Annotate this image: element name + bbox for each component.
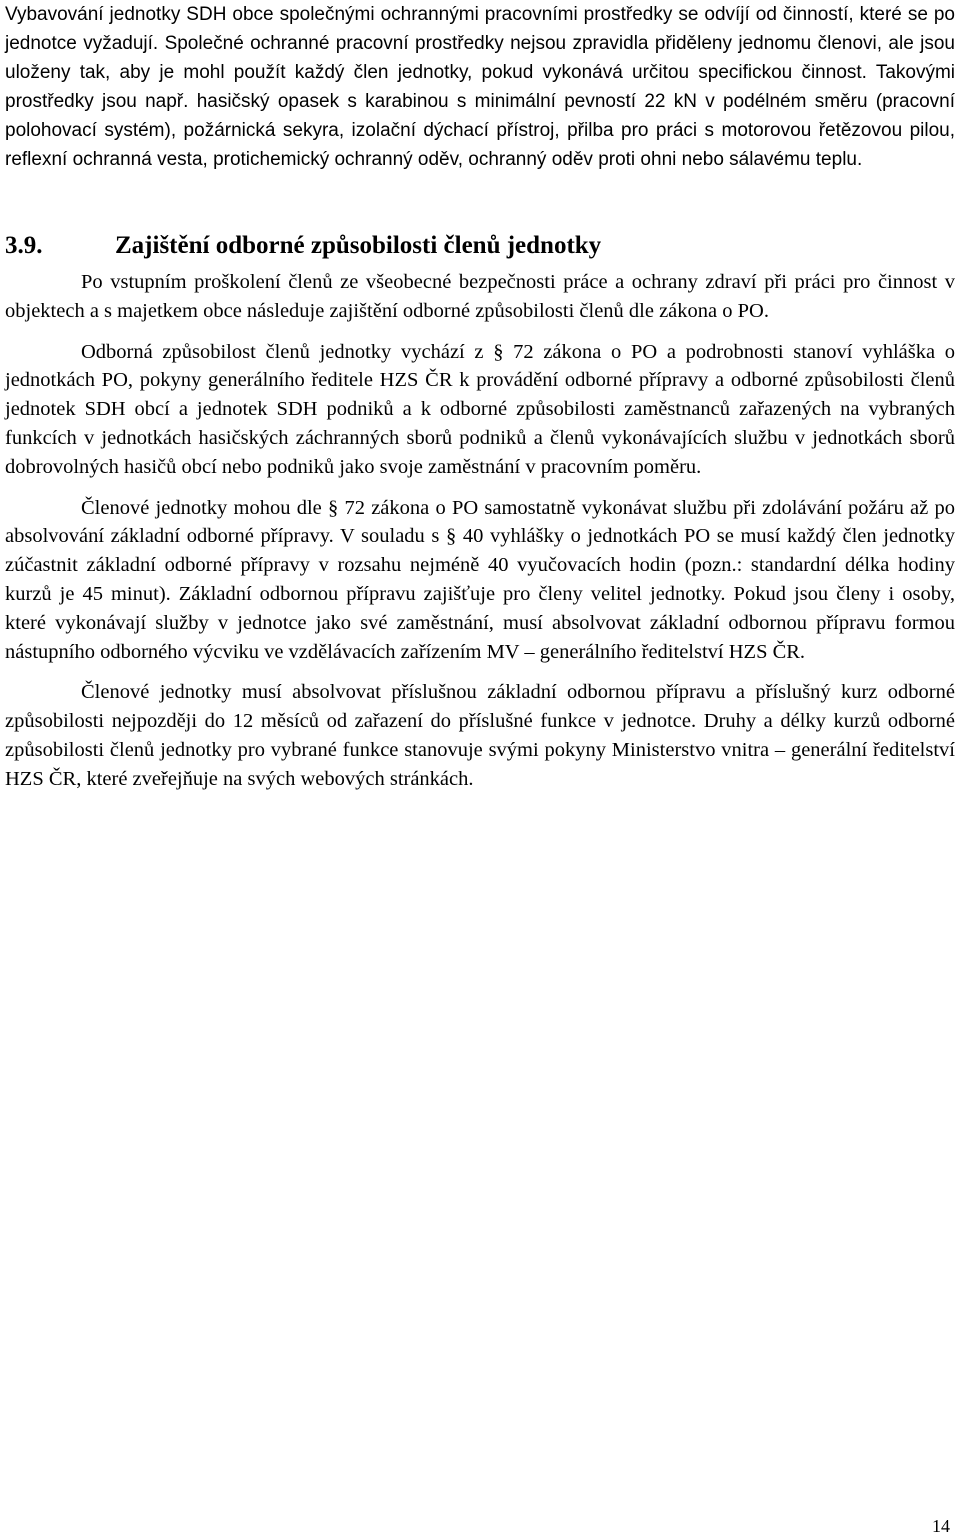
page-content <box>5 0 955 794</box>
section-heading <box>5 230 955 262</box>
section-number: 3.9. <box>5 232 43 259</box>
paragraph-2: Odborná způsobilost členů jednotky vychází z § 72 zákona o PO a podrobnosti stanoví vyhláška o jednotkách PO, pokyny generálního ředitele HZS ČR k provádění odborné přípravy a odborné způsobilosti členů jednotek SDH obcí a jednotek SDH podniků a k odborné způsobilosti zaměstnanců zařazených na vybraných funkcích v jednotkách hasičských záchranných sborů podniků a členů vykonávajících službu v jednotkách sborů dobrovolných hasičů obcí nebo podniků jako svoje zaměstnání v pracovním poměru. <box>5 340 955 478</box>
section-title: Zajištění odborné způsobilosti členů jednotky <box>115 232 602 259</box>
paragraph-3: Členové jednotky mohou dle § 72 zákona o PO samostatně vykonávat službu při zdolávání požáru až po absolvování základní odborné přípravy. V souladu s § 40 vyhlášky o jednotkách PO se musí každý člen jednotky zúčastnit základní odborné přípravy v rozsahu nejméně 40 vyučovacích hodin (pozn.: standardní délka hodiny kurzů je 45 minut). Základní odbornou přípravu zajišťuje pro členy velitel jednotky. Pokud jsou členy i osoby, které vykonávají služby v jednotce jako své zaměstnání, musí absolvovat základní odbornou přípravu formou nástupního odborného výcviku ve vzdělávacích zařízením MV – generálního ředitelství HZS ČR. <box>5 496 955 663</box>
page-number: 14 <box>932 1516 950 1536</box>
intro-paragraph: Vybavování jednotky SDH obce společnými ochrannými pracovními prostředky se odvíjí od činností, které se po jednotce vyžadují. Společné ochranné pracovní prostředky nejsou zpravidla přiděleny jednomu členovi, ale jsou uloženy tak, aby je mohl použít každý člen jednotky, pokud vykonává určitou specifickou činnost. Takovými prostředky jsou např. hasičský opasek s karabinou s minimální pevností 22 kN v podélném směru (pracovní polohovací systém), požárnická sekyra, izolační dýchací přístroj, přilba pro práci s motorovou řetězovou pilou, reflexní ochranná vesta, protichemický ochranný oděv, ochranný oděv proti ohni nebo sálavému teplu. <box>5 4 955 170</box>
paragraph-1: Po vstupním proškolení členů ze všeobecné bezpečnosti práce a ochrany zdraví při práci pro činnost v objektech a s majetkem obce následuje zajištění odborné způsobilosti členů dle zákona o PO. <box>5 271 955 322</box>
paragraph-4: Členové jednotky musí absolvovat příslušnou základní odbornou přípravu a příslušný kurz odborné způsobilosti nejpozději do 12 měsíců od zařazení do příslušné funkce v jednotce. Druhy a délky kurzů odborné způsobilosti členů jednotky pro vybrané funkce stanovuje svými pokyny Ministerstvo vnitra – generální ředitelství HZS ČR, které zveřejňuje na svých webových stránkách. <box>5 681 955 790</box>
